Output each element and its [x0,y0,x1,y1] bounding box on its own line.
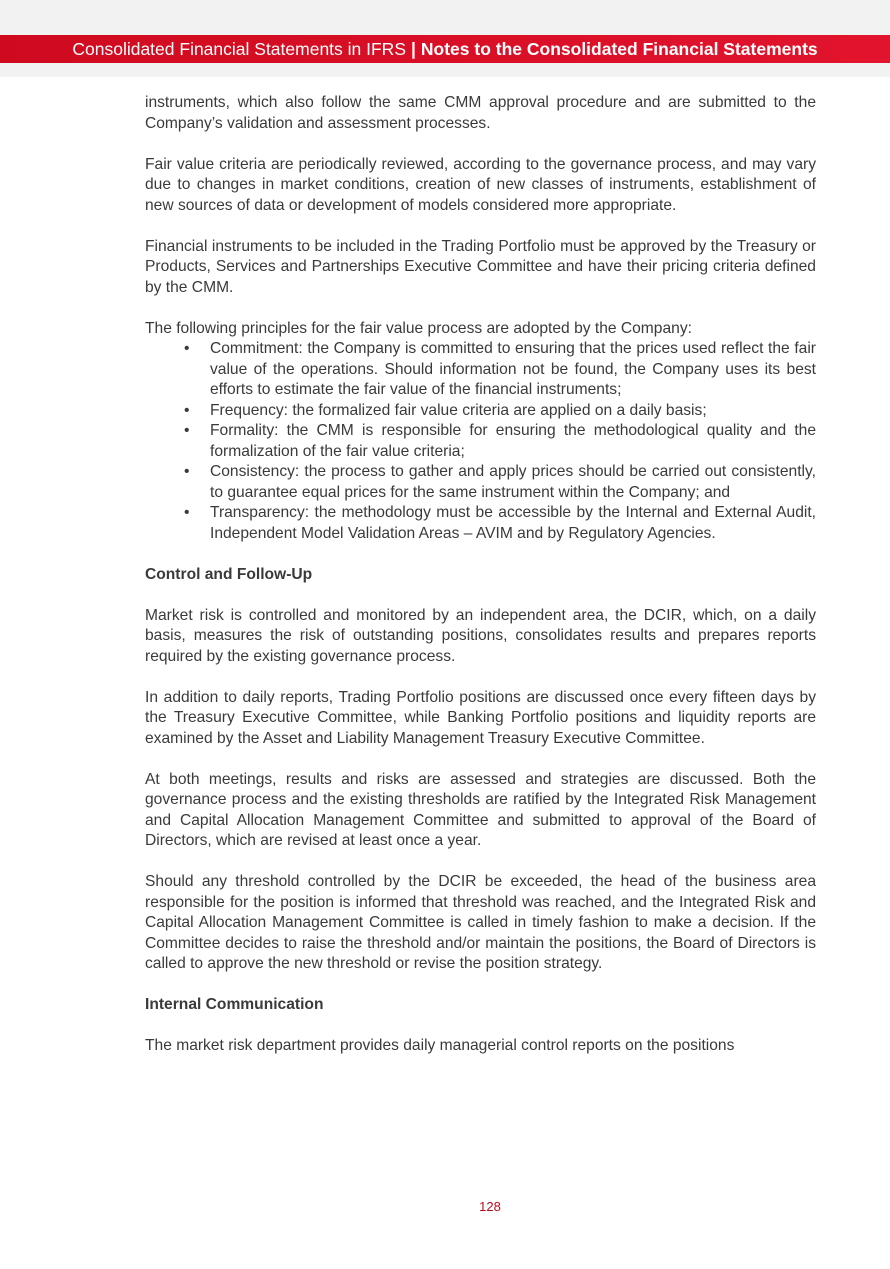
paragraph: Should any threshold controlled by the DCIR be exceeded, the head of the business area responsible for the position is informed that threshold was reached, and the Integrated Risk and Capital Allocation Management Committee is called in timely fashion to make a decision. If the Committee decides to raise the threshold and/or maintain the positions, the Board of Directors is called to approve the new threshold or revise the position strategy. [145,873,816,972]
list-item [184,462,816,503]
header-chapter-title: Notes to the Consolidated Financial Statements [420,38,818,59]
document-body [145,93,816,1057]
header-under-strip [0,63,890,77]
page-number: 128 [479,1199,501,1214]
bullet-icon: • [184,504,190,521]
paragraph: Market risk is controlled and monitored by an independent area, the DCIR, which, on a daily basis, measures the risk of outstanding positions, consolidates results and prepares reports required by the existing governance process. [145,606,816,665]
list-item [184,503,816,544]
header-separator: | [411,38,416,59]
paragraph: Fair value criteria are periodically reviewed, according to the governance process, and may vary due to changes in market conditions, creation of new classes of instruments, establishment of new sources of data or development of models considered more appropriate. [145,155,816,214]
list-item [184,421,816,462]
list-item [184,339,816,401]
list-item-text: Commitment: the Company is committed to ensuring that the prices used reflect the fair value of the operations. Should information not be found, the Company uses its best efforts to estimate the fair value of the financial instruments; [210,340,816,398]
list-item [184,401,816,422]
paragraph: Financial instruments to be included in the Trading Portfolio must be approved by the Treasury or Products, Services and Partnerships Executive Committee and have their pricing criteria defined by the CMM. [145,237,816,296]
top-strip [0,0,890,35]
bullet-icon: • [184,463,190,480]
list-item-text: Frequency: the formalized fair value criteria are applied on a daily basis; [210,401,707,419]
section-heading-communication: Internal Communication [145,996,324,1013]
paragraph: At both meetings, results and risks are assessed and strategies are discussed. Both the governance process and the existing thresholds are ratified by the Integrated Risk Management and Capital Allocation Management Committee and submitted to approval of the Board of Directors, which are revised at least once a year. [145,770,816,849]
header-section-title: Consolidated Financial Statements in IFRS [72,38,406,59]
bullet-icon: • [184,401,190,419]
list-item-text: Formality: the CMM is responsible for ensuring the methodological quality and the formalization of the fair value criteria; [210,422,816,460]
page-header [0,35,890,63]
principles-list [145,339,816,544]
section-heading-control: Control and Follow-Up [145,565,313,583]
bullet-icon: • [184,422,190,439]
paragraph: In addition to daily reports, Trading Portfolio positions are discussed once every fifteen days by the Treasury Executive Committee, while Banking Portfolio positions and liquidity reports are examined by the Asset and Liability Management Treasury Executive Committee. [145,688,816,747]
bullet-icon: • [184,340,190,357]
paragraph: The market risk department provides daily managerial control reports on the positions [145,1037,735,1054]
paragraph: instruments, which also follow the same CMM approval procedure and are submitted to the Company’s validation and assessment processes. [145,94,816,132]
list-item-text: Consistency: the process to gather and apply prices should be carried out consistently, to guarantee equal prices for the same instrument within the Company; and [210,463,816,501]
paragraph-list-intro: The following principles for the fair value process are adopted by the Company: [145,319,692,337]
list-item-text: Transparency: the methodology must be accessible by the Internal and External Audit, Independent Model Validation Areas – AVIM and by Regulatory Agencies. [210,504,816,542]
